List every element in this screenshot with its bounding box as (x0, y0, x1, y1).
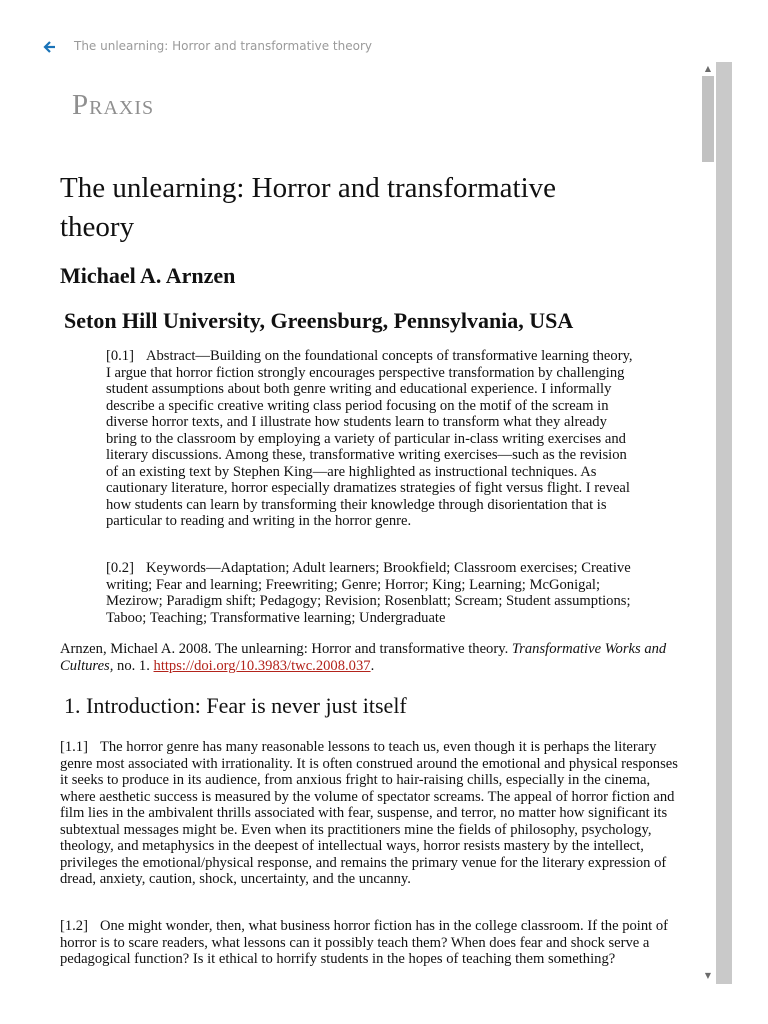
body-paragraph (60, 739, 684, 888)
citation-journal: Transformative Works and Cultures, (60, 641, 667, 674)
keywords-paragraph (106, 560, 636, 626)
abstract-text: Abstract—Building on the foundational concepts of transformative learning theory, I argue that horror fiction strongly encourages perspective transformation by challenging student assumptions about both genre writing and educational experience. I informally describe a specific creative writing class period focusing on the motif of the scream in diverse horror texts, and I illustrate how students learn to transform what they already bring to the classroom by employing a variety of particular in-class writing exercises and literary discussions. Among these, transformative writing exercises—such as the revision of an existing text by Stephen King—are highlighted as instructional techniques. As cautionary literature, horror especially dramatizes strategies of fight versus flight. I reveal how students can learn by transforming their knowledge through disorientation that is particular to reading and writing in the horror genre. (106, 348, 633, 529)
section-heading: 1. Introduction: Fear is never just itself (64, 693, 407, 718)
article-content[interactable] (0, 62, 700, 1024)
citation-paragraph (60, 641, 684, 674)
citation-prefix: Arnzen, Michael A. 2008. The unlearning: Horror and transformative theory. (60, 641, 512, 657)
citation-issue: no. 1. (113, 657, 154, 674)
scroll-up-arrow-icon[interactable]: ▲ (704, 64, 712, 73)
scroll-down-arrow-icon[interactable]: ▼ (704, 971, 712, 980)
body-paragraph (60, 918, 684, 968)
right-margin (732, 0, 768, 1024)
paragraph-number: [0.1] (106, 348, 134, 364)
scrollbar-thumb[interactable] (702, 76, 714, 162)
top-bar-title: The unlearning: Horror and transformative theory (74, 39, 372, 53)
article-author: Michael A. Arnzen (60, 263, 236, 288)
paragraph-text: The horror genre has many reasonable lessons to teach us, even though it is perhaps the literary genre most associated with irrationality. It is often construed around the emotional and physical responses it seeks to produce in its audience, from anxious fright to hair-raising chills, especially in the cinema, where aesthetic success is measured by the volume of spectator screams. The appeal of horror fiction and film lies in the ambivalent thrills associated with fear, suspense, and terror, no matter how significant its subtextual messages might be. Even when its practitioners mine the fields of philosophy, psychology, theology, and metaphysics in the deepest of intellectual ways, horror resists mastery by the intellect, privileges the emotional/physical response, and remains the primary venue for the literary expression of dread, anxiety, caution, shock, uncertainty, and the uncanny. (60, 739, 678, 887)
paragraph-text: One might wonder, then, what business horror fiction has in the college classroom. If the point of horror is to scare readers, what lessons can it possibly teach them? When does fear and shock serve a pedagogical function? Is it ethical to horrify students in the hopes of teaching them something? (60, 918, 669, 967)
article-title: The unlearning: Horror and transformative theory (60, 172, 557, 243)
paragraph-number: [1.1] (60, 739, 88, 755)
paragraph-number: [1.2] (60, 918, 88, 934)
keywords-text: Keywords—Adaptation; Adult learners; Brookfield; Classroom exercises; Creative writing; Fear and learning; Freewriting; Genre; Horror; King; Learning; McGonigal; Mezirow; Paradigm shift; Pedagogy; Revision; Rosenblatt; Scream; Student assumptions; Taboo; Teaching; Transformative learning; Undergraduate (106, 560, 631, 626)
top-bar (0, 0, 732, 62)
journal-brand: Praxis (72, 89, 155, 121)
paragraph-number: [0.2] (106, 560, 134, 576)
scrollbar-track[interactable] (716, 62, 732, 984)
citation-suffix: . (370, 657, 375, 674)
back-arrow-icon[interactable] (42, 38, 60, 56)
abstract-paragraph (106, 348, 636, 530)
doi-link[interactable]: https://doi.org/10.3983/twc.2008.037 (153, 657, 371, 674)
author-affiliation: Seton Hill University, Greensburg, Pennsylvania, USA (64, 308, 574, 333)
